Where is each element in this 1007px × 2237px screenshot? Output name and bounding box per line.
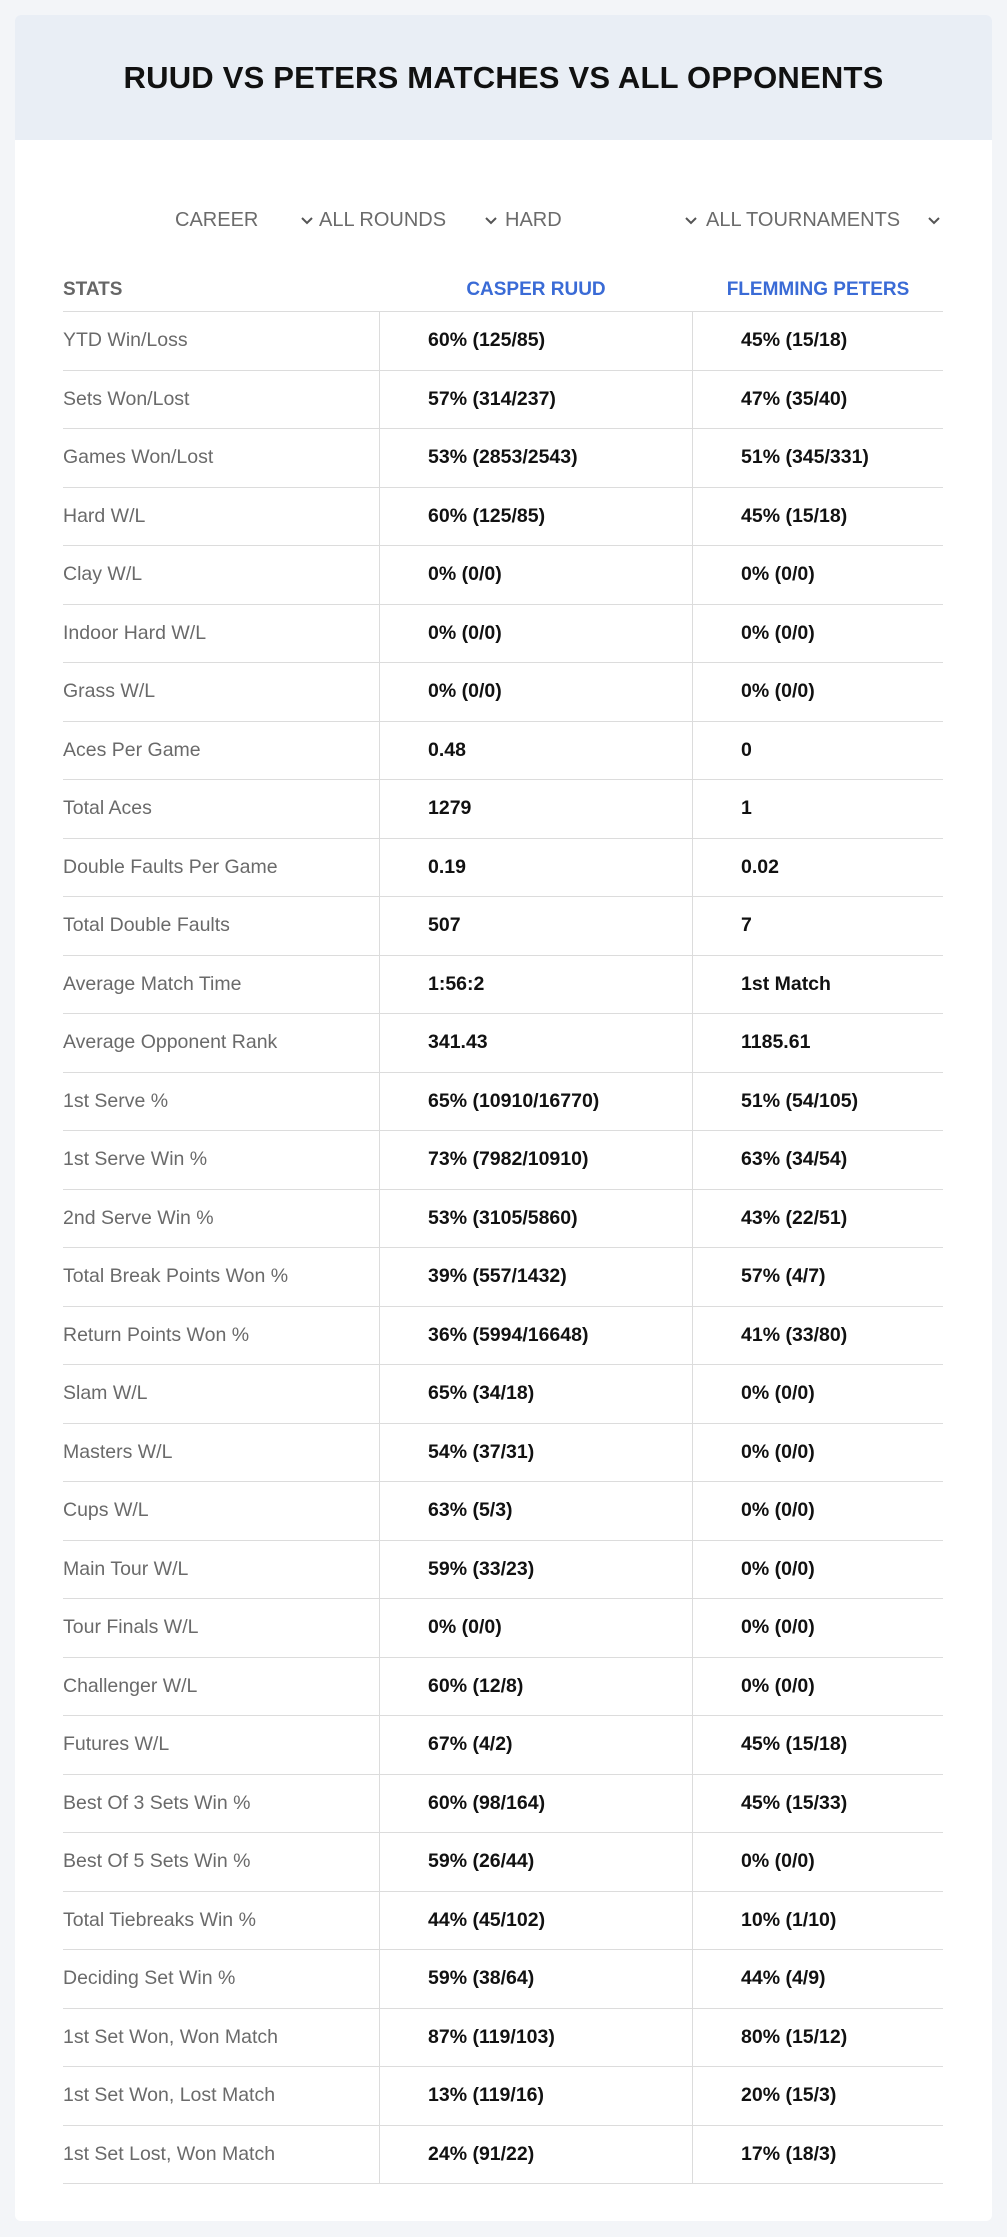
table-row bbox=[63, 663, 943, 722]
table-row bbox=[63, 1716, 943, 1775]
table-row bbox=[63, 1892, 943, 1951]
player1-value: 60% (12/8) bbox=[379, 1658, 692, 1716]
stat-label: Clay W/L bbox=[63, 563, 143, 586]
player2-value: 41% (33/80) bbox=[692, 1307, 943, 1365]
player2-value: 45% (15/18) bbox=[692, 1716, 943, 1774]
player1-value: 36% (5994/16648) bbox=[379, 1307, 692, 1365]
table-row bbox=[63, 780, 943, 839]
player2-value: 0% (0/0) bbox=[692, 605, 943, 663]
table-row bbox=[63, 1014, 943, 1073]
player2-column-header[interactable]: FLEMMING PETERS bbox=[726, 279, 910, 300]
stat-label: Total Tiebreaks Win % bbox=[63, 1908, 256, 1931]
chevron-down-icon bbox=[683, 212, 699, 228]
stat-label: Slam W/L bbox=[63, 1382, 148, 1405]
player2-value: 45% (15/33) bbox=[692, 1775, 943, 1833]
stat-label: Indoor Hard W/L bbox=[63, 621, 207, 644]
stat-label: 1st Set Won, Won Match bbox=[63, 2025, 278, 2048]
player2-value: 0% (0/0) bbox=[692, 1599, 943, 1657]
player1-value: 60% (125/85) bbox=[379, 312, 692, 370]
stat-label: Hard W/L bbox=[63, 504, 146, 527]
table-row bbox=[63, 1365, 943, 1424]
stat-label: Average Match Time bbox=[63, 972, 242, 995]
table-row bbox=[63, 2126, 943, 2185]
player1-value: 63% (5/3) bbox=[379, 1482, 692, 1540]
table-row bbox=[63, 2067, 943, 2126]
table-row bbox=[63, 1307, 943, 1366]
table-row bbox=[63, 312, 943, 371]
stat-label: Tour Finals W/L bbox=[63, 1616, 199, 1639]
player1-value: 59% (38/64) bbox=[379, 1950, 692, 2008]
stat-label: Sets Won/Lost bbox=[63, 387, 190, 410]
table-row bbox=[63, 1424, 943, 1483]
filter-surface-value: HARD bbox=[505, 208, 562, 231]
page-header bbox=[15, 15, 992, 140]
table-row bbox=[63, 1950, 943, 2009]
chevron-down-icon bbox=[299, 212, 315, 228]
stat-label: 1st Serve Win % bbox=[63, 1148, 208, 1171]
player2-value: 0% (0/0) bbox=[692, 1424, 943, 1482]
player2-value: 51% (54/105) bbox=[692, 1073, 943, 1131]
filter-tournament-select[interactable] bbox=[706, 190, 942, 250]
filter-surface-select[interactable] bbox=[505, 190, 699, 250]
table-row bbox=[63, 2009, 943, 2068]
player2-value: 0% (0/0) bbox=[692, 1658, 943, 1716]
player2-value: 57% (4/7) bbox=[692, 1248, 943, 1306]
player1-value: 39% (557/1432) bbox=[379, 1248, 692, 1306]
player1-value: 60% (125/85) bbox=[379, 488, 692, 546]
player1-value: 44% (45/102) bbox=[379, 1892, 692, 1950]
player2-value: 0% (0/0) bbox=[692, 663, 943, 721]
player1-value: 59% (33/23) bbox=[379, 1541, 692, 1599]
stat-label: Main Tour W/L bbox=[63, 1557, 189, 1580]
table-row bbox=[63, 371, 943, 430]
player2-value: 45% (15/18) bbox=[692, 488, 943, 546]
player2-value: 0% (0/0) bbox=[692, 1482, 943, 1540]
stats-table bbox=[63, 311, 943, 2184]
player1-value: 0% (0/0) bbox=[379, 546, 692, 604]
chevron-down-icon bbox=[483, 212, 499, 228]
filter-tournament-value: ALL TOURNAMENTS bbox=[706, 208, 901, 231]
player1-value: 1279 bbox=[379, 780, 692, 838]
page-title: RUUD VS PETERS MATCHES VS ALL OPPONENTS bbox=[123, 59, 884, 95]
table-row bbox=[63, 1833, 943, 1892]
player2-value: 0 bbox=[692, 722, 943, 780]
player2-value: 0% (0/0) bbox=[692, 1365, 943, 1423]
filter-period-value: CAREER bbox=[175, 208, 259, 231]
table-row bbox=[63, 1599, 943, 1658]
filter-round-value: ALL ROUNDS bbox=[319, 208, 447, 231]
player2-value: 51% (345/331) bbox=[692, 429, 943, 487]
player1-value: 87% (119/103) bbox=[379, 2009, 692, 2067]
player1-value: 341.43 bbox=[379, 1014, 692, 1072]
player1-value: 65% (34/18) bbox=[379, 1365, 692, 1423]
player2-value: 43% (22/51) bbox=[692, 1190, 943, 1248]
filter-bar bbox=[15, 190, 992, 250]
player1-value: 57% (314/237) bbox=[379, 371, 692, 429]
stat-label: Games Won/Lost bbox=[63, 446, 214, 469]
player1-value: 0% (0/0) bbox=[379, 605, 692, 663]
player2-value: 0% (0/0) bbox=[692, 546, 943, 604]
table-row bbox=[63, 956, 943, 1015]
player2-value: 63% (34/54) bbox=[692, 1131, 943, 1189]
player1-value: 0.48 bbox=[379, 722, 692, 780]
table-row bbox=[63, 605, 943, 664]
player1-value: 73% (7982/10910) bbox=[379, 1131, 692, 1189]
table-row bbox=[63, 1190, 943, 1249]
player2-value: 20% (15/3) bbox=[692, 2067, 943, 2125]
table-row bbox=[63, 429, 943, 488]
stat-label: Grass W/L bbox=[63, 680, 156, 703]
player2-value: 10% (1/10) bbox=[692, 1892, 943, 1950]
chevron-down-icon bbox=[926, 212, 942, 228]
stat-label: YTD Win/Loss bbox=[63, 329, 188, 352]
player2-value: 1 bbox=[692, 780, 943, 838]
table-row bbox=[63, 1541, 943, 1600]
stat-label: Challenger W/L bbox=[63, 1674, 198, 1697]
table-row bbox=[63, 546, 943, 605]
player1-value: 0.19 bbox=[379, 839, 692, 897]
table-row bbox=[63, 1131, 943, 1190]
player1-value: 65% (10910/16770) bbox=[379, 1073, 692, 1131]
stat-label: 1st Set Lost, Won Match bbox=[63, 2142, 276, 2165]
player2-value: 17% (18/3) bbox=[692, 2126, 943, 2184]
player2-value: 47% (35/40) bbox=[692, 371, 943, 429]
stat-label: Total Double Faults bbox=[63, 914, 230, 937]
player2-value: 0% (0/0) bbox=[692, 1833, 943, 1891]
table-row bbox=[63, 1775, 943, 1834]
stat-label: Best Of 3 Sets Win % bbox=[63, 1791, 251, 1814]
stat-label: 2nd Serve Win % bbox=[63, 1206, 214, 1229]
stat-label: Double Faults Per Game bbox=[63, 855, 278, 878]
table-row bbox=[63, 1248, 943, 1307]
player2-value: 0.02 bbox=[692, 839, 943, 897]
player2-value: 45% (15/18) bbox=[692, 312, 943, 370]
player2-value: 80% (15/12) bbox=[692, 2009, 943, 2067]
player1-value: 507 bbox=[379, 897, 692, 955]
stat-label: Cups W/L bbox=[63, 1499, 149, 1522]
filter-period-select[interactable] bbox=[175, 190, 315, 250]
table-row bbox=[63, 897, 943, 956]
stat-label: 1st Set Won, Lost Match bbox=[63, 2084, 276, 2107]
player1-value: 54% (37/31) bbox=[379, 1424, 692, 1482]
stat-label: Average Opponent Rank bbox=[63, 1031, 278, 1054]
filter-round-select[interactable] bbox=[319, 190, 499, 250]
player1-value: 59% (26/44) bbox=[379, 1833, 692, 1891]
player1-value: 60% (98/164) bbox=[379, 1775, 692, 1833]
table-row bbox=[63, 1073, 943, 1132]
player1-value: 53% (2853/2543) bbox=[379, 429, 692, 487]
stat-label: Masters W/L bbox=[63, 1440, 173, 1463]
player2-value: 1185.61 bbox=[692, 1014, 943, 1072]
stats-card bbox=[15, 15, 992, 2221]
player1-value: 13% (119/16) bbox=[379, 2067, 692, 2125]
player1-value: 24% (91/22) bbox=[379, 2126, 692, 2184]
table-row bbox=[63, 1658, 943, 1717]
stat-label: 1st Serve % bbox=[63, 1089, 169, 1112]
player1-value: 1:56:2 bbox=[379, 956, 692, 1014]
stat-label: Return Points Won % bbox=[63, 1323, 250, 1346]
stat-label: Total Break Points Won % bbox=[63, 1265, 289, 1288]
player1-value: 0% (0/0) bbox=[379, 1599, 692, 1657]
stat-label: Deciding Set Win % bbox=[63, 1967, 236, 1990]
table-row bbox=[63, 839, 943, 898]
player1-value: 53% (3105/5860) bbox=[379, 1190, 692, 1248]
table-row bbox=[63, 488, 943, 547]
player1-value: 0% (0/0) bbox=[379, 663, 692, 721]
stat-label: Total Aces bbox=[63, 797, 152, 820]
player2-value: 0% (0/0) bbox=[692, 1541, 943, 1599]
player2-value: 7 bbox=[692, 897, 943, 955]
stat-label: Best Of 5 Sets Win % bbox=[63, 1850, 251, 1873]
player1-value: 67% (4/2) bbox=[379, 1716, 692, 1774]
player2-value: 44% (4/9) bbox=[692, 1950, 943, 2008]
stats-column-header: STATS bbox=[63, 279, 123, 300]
table-row bbox=[63, 722, 943, 781]
stat-label: Futures W/L bbox=[63, 1733, 170, 1756]
stat-label: Aces Per Game bbox=[63, 738, 201, 761]
table-row bbox=[63, 1482, 943, 1541]
player1-column-header[interactable]: CASPER RUUD bbox=[466, 279, 606, 300]
player2-value: 1st Match bbox=[692, 956, 943, 1014]
